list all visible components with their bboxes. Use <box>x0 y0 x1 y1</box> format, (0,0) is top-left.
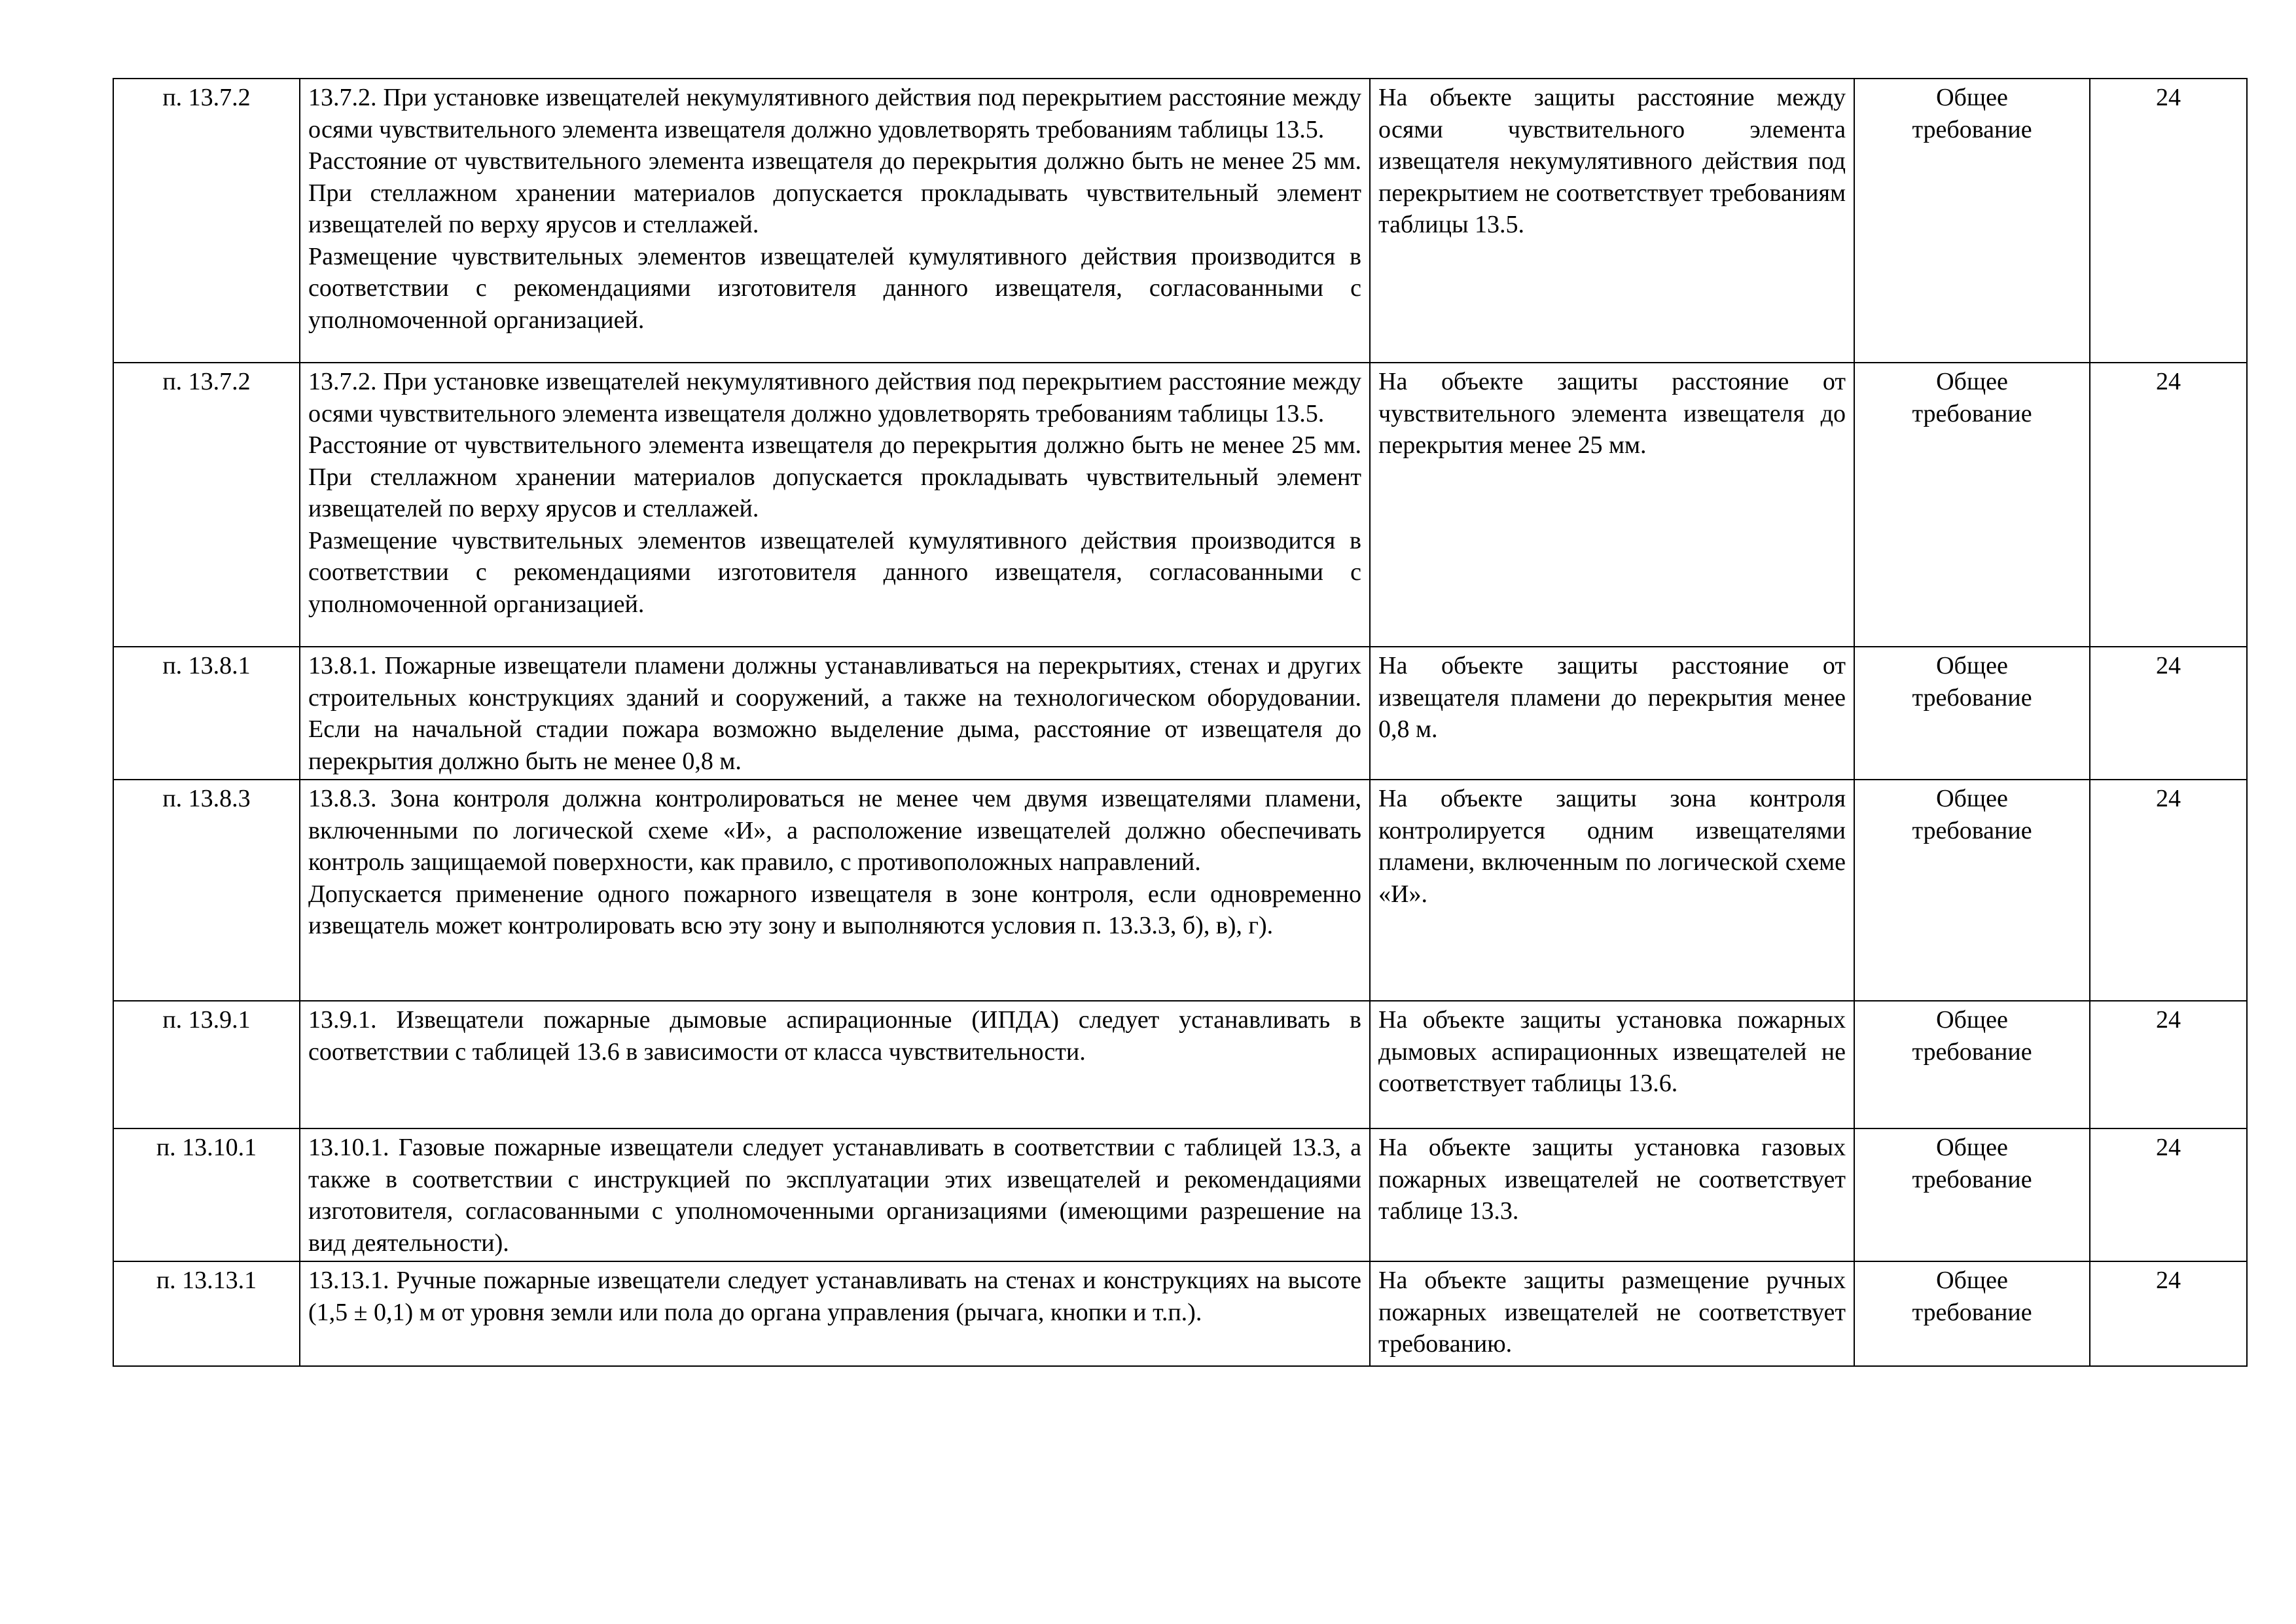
requirement-type-line: требование <box>1912 1298 2032 1326</box>
requirement-paragraph: 13.13.1. Ручные пожарные извещатели следует устанавливать на стенах и конструкциях на высоте (1,5 ± 0,1) м от уровня земли или пола до органа управления (рычага, кнопки и т.п.). <box>308 1267 1361 1326</box>
requirement-paragraph: 13.10.1. Газовые пожарные извещатели следует устанавливать в соответствии с таблицей 13.3, а также в соответствии с инструкцией по эксплуатации этих извещателей и рекомендациями изготовителя, согласованными с уполномоченными организациями (имеющими разрешение на вид деятельности). <box>308 1134 1361 1257</box>
requirement-type-line: требование <box>1912 115 2032 143</box>
violation-finding: На объекте защиты расстояние между осями чувствительного элемента извещателя некумулятивного действия под перекрытием не соответствует требованиям таблицы 13.5. <box>1370 79 1854 363</box>
requirement-type <box>1854 363 2090 647</box>
document-number: 24 <box>2090 647 2247 780</box>
requirement-paragraph: Допускается применение одного пожарного извещателя в зоне контроля, если одновременно извещатель может контролировать всю эту зону и выполняются условия п. 13.3.3, б), в), г). <box>308 880 1361 939</box>
requirement-type-line: требование <box>1912 816 2032 844</box>
requirement-paragraph: Расстояние от чувствительного элемента извещателя до перекрытия должно быть не менее 25 мм. При стеллажном хранении материалов допускается прокладывать чувствительный элемент извещателей по верху ярусов и стеллажей. <box>308 147 1361 238</box>
requirement-type <box>1854 780 2090 1001</box>
requirement-type-line: требование <box>1912 1038 2032 1066</box>
document-number: 24 <box>2090 1001 2247 1128</box>
table-row <box>113 1001 2247 1128</box>
requirement-text <box>300 647 1370 780</box>
document-number: 24 <box>2090 780 2247 1001</box>
requirement-text <box>300 1261 1370 1366</box>
clause-ref: п. 13.7.2 <box>113 79 300 363</box>
violation-finding: На объекте защиты размещение ручных пожарных извещателей не соответствует требованию. <box>1370 1261 1854 1366</box>
requirements-table <box>113 78 2248 1367</box>
requirement-type-line: Общее <box>1936 652 2008 679</box>
violation-finding: На объекте защиты расстояние от извещателя пламени до перекрытия менее 0,8 м. <box>1370 647 1854 780</box>
violation-finding: На объекте защиты зона контроля контролируется одним извещателями пламени, включенным по логической схеме «И». <box>1370 780 1854 1001</box>
requirement-paragraph: 13.8.1. Пожарные извещатели пламени должны устанавливаться на перекрытиях, стенах и других строительных конструкциях зданий и сооружений, а также на технологическом оборудовании. Если на начальной стадии пожара возможно выделение дыма, расстояние от извещателя до перекрытия должно быть не менее 0,8 м. <box>308 652 1361 775</box>
requirement-text <box>300 79 1370 363</box>
violation-finding: На объекте защиты установка газовых пожарных извещателей не соответствует таблице 13.3. <box>1370 1128 1854 1261</box>
requirement-paragraph: 13.7.2. При установке извещателей некумулятивного действия под перекрытием расстояние между осями чувствительного элемента извещателя должно удовлетворять требованиям таблицы 13.5. <box>308 368 1361 427</box>
requirement-type-line: требование <box>1912 683 2032 712</box>
requirement-type <box>1854 1261 2090 1366</box>
requirement-type-line: Общее <box>1936 368 2008 395</box>
requirement-paragraph: 13.8.3. Зона контроля должна контролироваться не менее чем двумя извещателями пламени, включенными по логической схеме «И», а расположение извещателей должно обеспечивать контроль защищаемой поверхности, как правило, с противоположных направлений. <box>308 785 1361 876</box>
requirement-type-line: Общее <box>1936 785 2008 812</box>
violation-finding: На объекте защиты расстояние от чувствительного элемента извещателя до перекрытия менее 25 мм. <box>1370 363 1854 647</box>
requirement-type-line: Общее <box>1936 1267 2008 1294</box>
document-number: 24 <box>2090 1261 2247 1366</box>
requirement-type <box>1854 79 2090 363</box>
table-row <box>113 1261 2247 1366</box>
requirement-paragraph: 13.9.1. Извещатели пожарные дымовые аспирационные (ИПДА) следует устанавливать в соответствии с таблицей 13.6 в зависимости от класса чувствительности. <box>308 1006 1361 1066</box>
requirement-paragraph: Размещение чувствительных элементов извещателей кумулятивного действия производится в соответствии с рекомендациями изготовителя данного извещателя, согласованными с уполномоченной организацией. <box>308 526 1361 618</box>
requirement-paragraph: Расстояние от чувствительного элемента извещателя до перекрытия должно быть не менее 25 мм. При стеллажном хранении материалов допускается прокладывать чувствительный элемент извещателей по верху ярусов и стеллажей. <box>308 431 1361 522</box>
requirement-type-line: Общее <box>1936 1006 2008 1034</box>
requirement-text <box>300 1001 1370 1128</box>
requirement-type <box>1854 1001 2090 1128</box>
requirement-type <box>1854 1128 2090 1261</box>
requirement-text <box>300 780 1370 1001</box>
clause-ref: п. 13.8.1 <box>113 647 300 780</box>
document-number: 24 <box>2090 1128 2247 1261</box>
requirement-type-line: требование <box>1912 1165 2032 1193</box>
requirement-type-line: требование <box>1912 399 2032 427</box>
requirement-type-line: Общее <box>1936 84 2008 111</box>
requirement-type-line: Общее <box>1936 1134 2008 1161</box>
table-row <box>113 647 2247 780</box>
requirement-type <box>1854 647 2090 780</box>
table-row <box>113 1128 2247 1261</box>
requirement-paragraph: Размещение чувствительных элементов извещателей кумулятивного действия производится в соответствии с рекомендациями изготовителя данного извещателя, согласованными с уполномоченной организацией. <box>308 242 1361 334</box>
document-number: 24 <box>2090 79 2247 363</box>
violation-finding: На объекте защиты установка пожарных дымовых аспирационных извещателей не соответствует таблицы 13.6. <box>1370 1001 1854 1128</box>
table-row <box>113 79 2247 363</box>
requirement-text <box>300 1128 1370 1261</box>
clause-ref: п. 13.8.3 <box>113 780 300 1001</box>
clause-ref: п. 13.10.1 <box>113 1128 300 1261</box>
requirement-paragraph: 13.7.2. При установке извещателей некумулятивного действия под перекрытием расстояние между осями чувствительного элемента извещателя должно удовлетворять требованиям таблицы 13.5. <box>308 84 1361 143</box>
document-page <box>113 78 2246 1367</box>
table-row <box>113 363 2247 647</box>
clause-ref: п. 13.9.1 <box>113 1001 300 1128</box>
table-row <box>113 780 2247 1001</box>
clause-ref: п. 13.13.1 <box>113 1261 300 1366</box>
clause-ref: п. 13.7.2 <box>113 363 300 647</box>
requirement-text <box>300 363 1370 647</box>
document-number: 24 <box>2090 363 2247 647</box>
